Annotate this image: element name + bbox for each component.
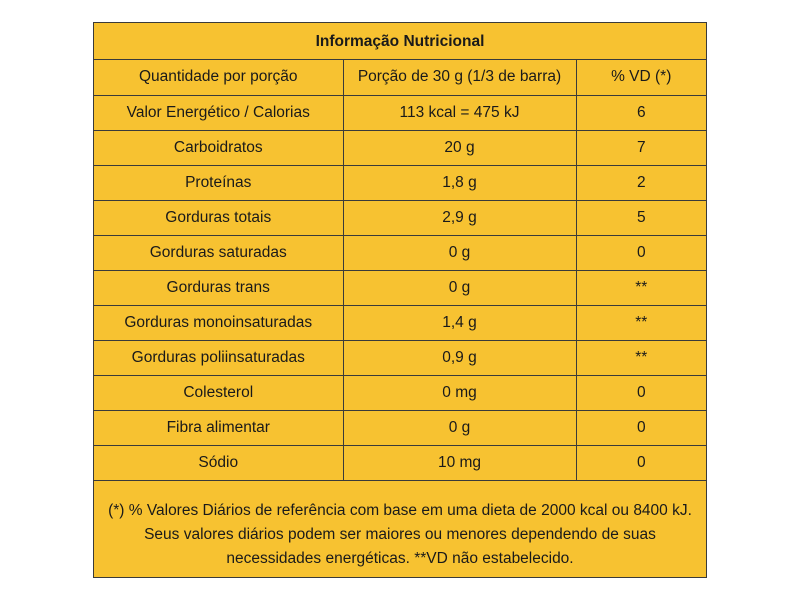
header-daily-value: % VD (*) (576, 60, 706, 95)
nutrient-name: Gorduras totais (94, 200, 343, 235)
nutrient-name: Sódio (94, 445, 343, 480)
nutrient-dv: 0 (576, 410, 706, 445)
table-row (94, 270, 706, 305)
table-row (94, 375, 706, 410)
nutrient-amount: 1,8 g (343, 165, 576, 200)
nutrition-grid (94, 60, 706, 481)
header-quantity: Quantidade por porção (94, 60, 343, 95)
nutrient-amount: 0 g (343, 235, 576, 270)
table-row (94, 305, 706, 340)
nutrient-amount: 113 kcal = 475 kJ (343, 95, 576, 130)
nutrient-name: Colesterol (94, 375, 343, 410)
nutrient-dv: 0 (576, 375, 706, 410)
header-row (94, 60, 706, 95)
nutrient-amount: 10 mg (343, 445, 576, 480)
nutrient-name: Gorduras saturadas (94, 235, 343, 270)
footnote-line: necessidades energéticas. **VD não estabelecido. (226, 550, 574, 567)
nutrient-name: Gorduras poliinsaturadas (94, 340, 343, 375)
nutrient-name: Gorduras trans (94, 270, 343, 305)
nutrient-name: Fibra alimentar (94, 410, 343, 445)
nutrient-amount: 0 g (343, 270, 576, 305)
nutrient-dv: 2 (576, 165, 706, 200)
table-row (94, 340, 706, 375)
header-portion: Porção de 30 g (1/3 de barra) (343, 60, 576, 95)
nutrient-amount: 2,9 g (343, 200, 576, 235)
nutrient-dv: 0 (576, 445, 706, 480)
nutrient-dv: 7 (576, 130, 706, 165)
nutrient-name: Valor Energético / Calorias (94, 95, 343, 130)
nutrient-amount: 0 g (343, 410, 576, 445)
table-title: Informação Nutricional (94, 23, 706, 60)
footnote-line: (*) % Valores Diários de referência com base em uma dieta de 2000 kcal ou 8400 kJ. (108, 502, 692, 519)
nutrient-amount: 1,4 g (343, 305, 576, 340)
nutrient-dv: 6 (576, 95, 706, 130)
nutrient-dv: ** (576, 270, 706, 305)
table-row (94, 200, 706, 235)
nutrient-amount: 0,9 g (343, 340, 576, 375)
nutrient-dv: 0 (576, 235, 706, 270)
table-row (94, 95, 706, 130)
nutrient-name: Gorduras monoinsaturadas (94, 305, 343, 340)
nutrient-dv: 5 (576, 200, 706, 235)
nutrient-dv: ** (576, 340, 706, 375)
footnote-text (98, 499, 702, 571)
table-row (94, 445, 706, 480)
nutrient-name: Proteínas (94, 165, 343, 200)
table-row (94, 130, 706, 165)
table-row (94, 235, 706, 270)
table-row (94, 410, 706, 445)
nutrient-amount: 20 g (343, 130, 576, 165)
nutrient-dv: ** (576, 305, 706, 340)
table-row (94, 165, 706, 200)
nutrition-facts-table (93, 22, 707, 578)
nutrient-amount: 0 mg (343, 375, 576, 410)
footnote (94, 493, 706, 577)
footnote-line: Seus valores diários podem ser maiores ou menores dependendo de suas (144, 526, 656, 543)
nutrient-name: Carboidratos (94, 130, 343, 165)
